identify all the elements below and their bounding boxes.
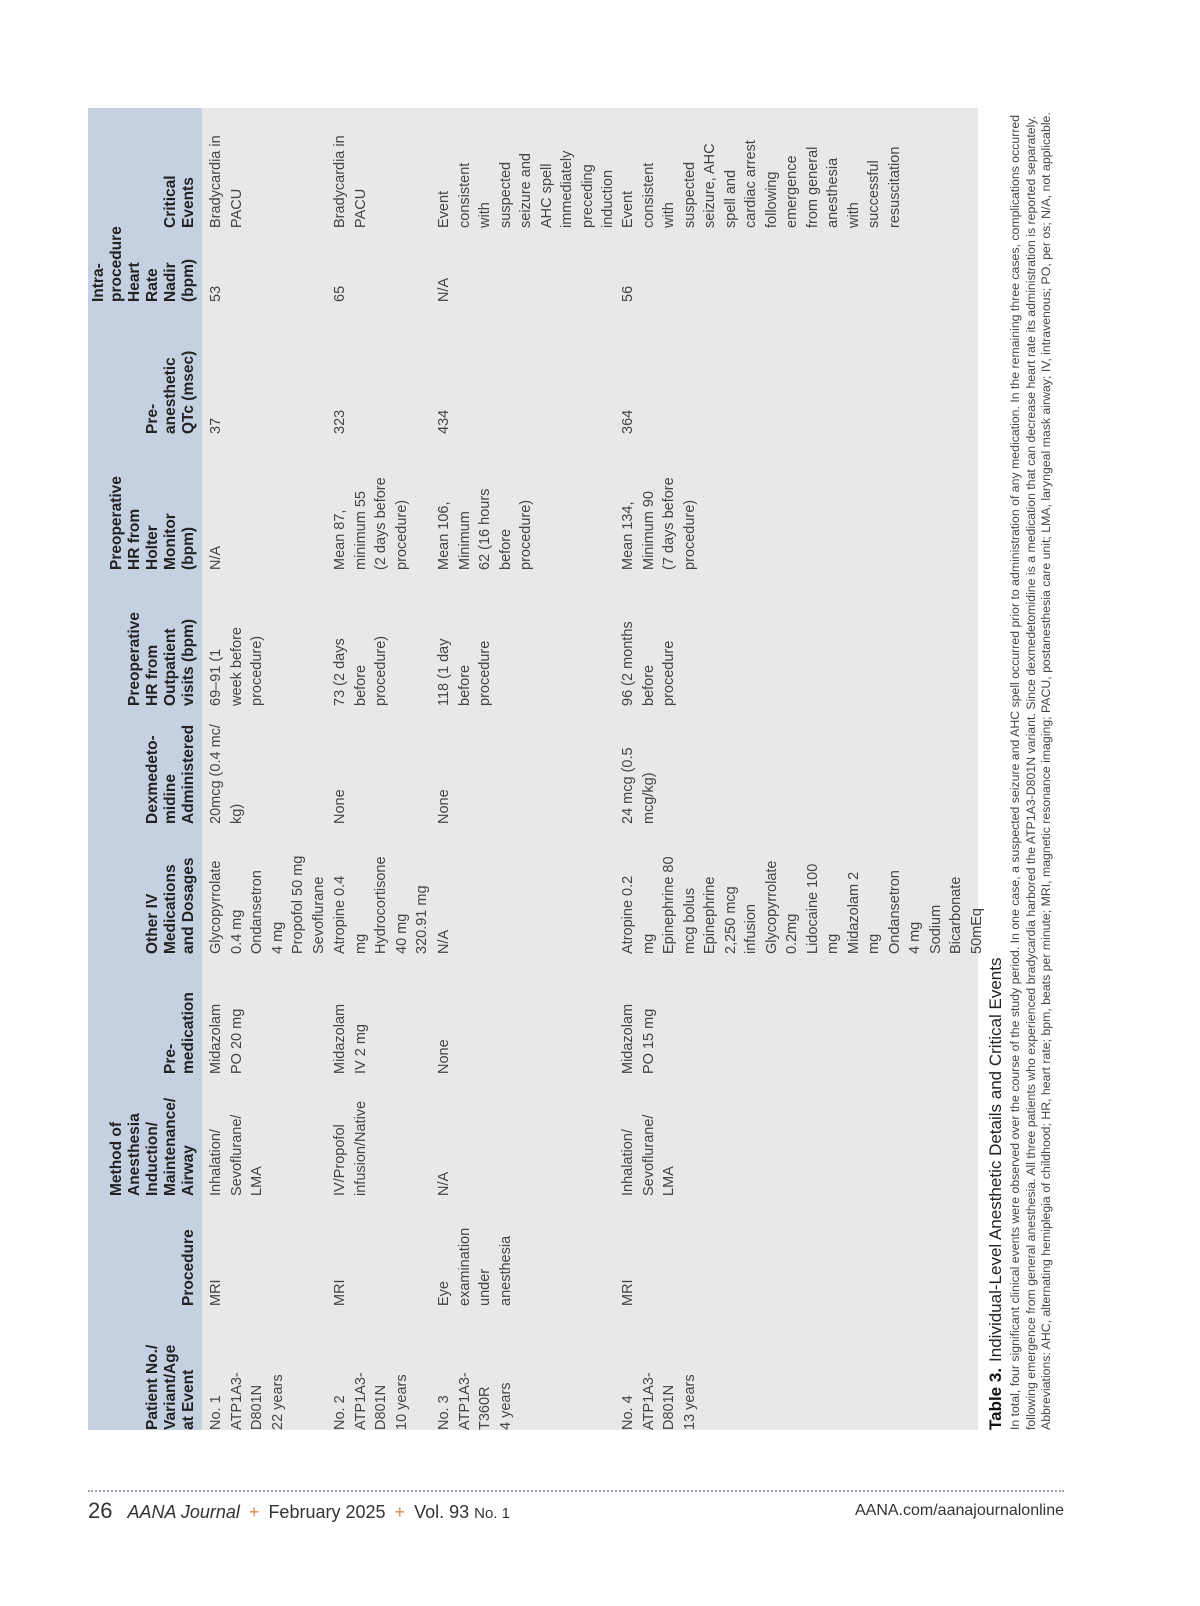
caption-note: In total, four significant clinical events were observed over the course of the study period. In one case, a suspected seizure and AHC spell occurred prior to administration of any medication. In the remaining three cases, complications occurred following emergence from general anesthesia. All three patients who experienced bradycardia harbored the ATP1A3-D801N variant. Since dexmedetomidine is a medication that can decrease heart rate its administration is reported separately.: [1008, 114, 1038, 1430]
cell-dex: None: [436, 789, 452, 824]
issue-date: February 2025: [268, 1502, 386, 1522]
journal-name: AANA Journal: [127, 1502, 240, 1522]
cell-dex: 24 mcg (0.5 mcg/kg): [620, 747, 657, 824]
cell-procedure: MRI: [332, 1279, 348, 1306]
cell-hr-holter: Mean 106, Minimum 62 (16 hours before procedure): [436, 488, 534, 570]
cell-premed: None: [436, 1039, 452, 1074]
cell-premed: Midazolam PO 20 mg: [208, 1003, 245, 1074]
cell-critical: Event consistent with suspected seizure, AHC spell and cardiac arrest following emergence from general anesthesia with successful resuscitation: [620, 140, 903, 228]
cell-hr-nadir: 56: [620, 285, 636, 302]
cell-method: Inhalation/ Sevoflurane/ LMA: [620, 1114, 677, 1196]
footer-divider: [88, 1490, 1064, 1492]
header-hr-nadir: Intra- procedure Heart Rate Nadir (bpm): [90, 226, 197, 302]
cell-other-iv: Atropine 0.2 mg Epinephrine 80 mcg bolus Epinephrine 2,250 mcg infusion Glycopyrrolate 0.2mg Lidocaine 100 mg Midazolam 2 mg Ondansetron 4 mg Sodium Bicarbonate 50mEq: [620, 856, 985, 954]
cell-qtc: 364: [620, 409, 636, 434]
cell-procedure: MRI: [620, 1279, 636, 1306]
cell-hr-outpatient: 118 (1 day before procedure: [436, 638, 493, 706]
cell-hr-outpatient: 69–91 (1 week before procedure): [208, 627, 265, 706]
volume: Vol. 93: [414, 1502, 470, 1522]
journal-url: AANA.com/aanajournalonline: [854, 1502, 1064, 1519]
cell-premed: Midazolam PO 15 mg: [620, 1003, 657, 1074]
cell-procedure: Eye examination under anesthesia: [436, 1227, 514, 1306]
separator-icon: +: [394, 1502, 406, 1522]
cell-method: N/A: [436, 1171, 452, 1196]
cell-dex: None: [332, 789, 348, 824]
cell-other-iv: N/A: [436, 929, 452, 954]
cell-procedure: MRI: [208, 1279, 224, 1306]
cell-hr-nadir: N/A: [436, 277, 452, 302]
separator-icon: +: [248, 1502, 260, 1522]
header-hr-outpatient: Preoperative HR from Outpatient visits (bpm): [126, 612, 197, 706]
caption-label: Table 3.: [986, 1367, 1005, 1430]
header-dex: Dexmedeto- midine Administered: [144, 724, 197, 824]
header-procedure: Procedure: [180, 1229, 197, 1306]
cell-patient: No. 2 ATP1A3- D801N 10 years: [332, 1372, 410, 1430]
header-other-iv: Other IV Medications and Dosages: [144, 857, 197, 954]
cell-qtc: 37: [208, 417, 224, 434]
cell-critical: Bradycardia in PACU: [332, 135, 369, 228]
issue-number: No. 1: [474, 1505, 510, 1522]
cell-premed: Midazolam IV 2 mg: [332, 1003, 369, 1074]
caption-title: Individual-Level Anesthetic Details and Critical Events: [986, 957, 1005, 1362]
cell-patient: No. 3 ATP1A3- T360R 4 years: [436, 1372, 514, 1430]
header-patient: Patient No./ Variant/Age at Event: [144, 1344, 197, 1430]
cell-hr-outpatient: 96 (2 months before procedure: [620, 621, 677, 706]
cell-hr-holter: N/A: [208, 545, 224, 570]
header-premed: Pre- medication: [162, 992, 197, 1074]
cell-hr-nadir: 65: [332, 285, 348, 302]
footer-citation: [88, 1498, 510, 1524]
cell-hr-outpatient: 73 (2 days before procedure): [332, 635, 389, 706]
caption-abbreviations: Abbreviations: AHC, alternating hemiplegia of childhood; HR, heart rate; bpm, beats per minute; MRI, magnetic resonance imaging; PACU, postanesthesia care unit; LMA, laryngeal mask airway; IV, intravenous; PO, per os; N/A, not applicable.: [1039, 112, 1053, 1430]
cell-qtc: 434: [436, 409, 452, 434]
cell-hr-holter: Mean 87, minimum 55 (2 days before procedure): [332, 477, 410, 570]
cell-critical: Event consistent with suspected seizure and AHC spell immediately preceding induction: [436, 150, 616, 228]
cell-dex: 20mcg (0.4 mc/ kg): [208, 724, 245, 824]
caption-title-line: [986, 108, 1006, 1430]
table-caption: [986, 108, 1055, 1430]
header-method: Method of Anesthesia Induction/ Maintenance/ Airway: [108, 1097, 197, 1196]
cell-hr-holter: Mean 134, Minimum 90 (7 days before procedure): [620, 477, 698, 570]
cell-method: Inhalation/ Sevoflurane/ LMA: [208, 1114, 265, 1196]
cell-method: IV/Propofol infusion/Native: [332, 1100, 369, 1196]
header-qtc: Pre- anesthetic QTc (msec): [144, 350, 197, 434]
cell-other-iv: Glycopyrrolate 0.4 mg Ondansetron 4 mg Propofol 50 mg Sevoflurane: [208, 855, 327, 954]
cell-critical: Bradycardia in PACU: [208, 135, 245, 228]
cell-hr-nadir: 53: [208, 285, 224, 302]
page-number: 26: [88, 1498, 113, 1523]
cell-qtc: 323: [332, 409, 348, 434]
header-hr-holter: Preoperative HR from Holter Monitor (bpm): [108, 476, 197, 570]
cell-patient: No. 4 ATP1A3- D801N 13 years: [620, 1372, 698, 1430]
cell-patient: No. 1 ATP1A3- D801N 22 years: [208, 1372, 286, 1430]
cell-other-iv: Atropine 0.4 mg Hydrocortisone 40 mg 320.91 mg: [332, 856, 430, 954]
header-critical: Critical Events: [162, 175, 197, 228]
